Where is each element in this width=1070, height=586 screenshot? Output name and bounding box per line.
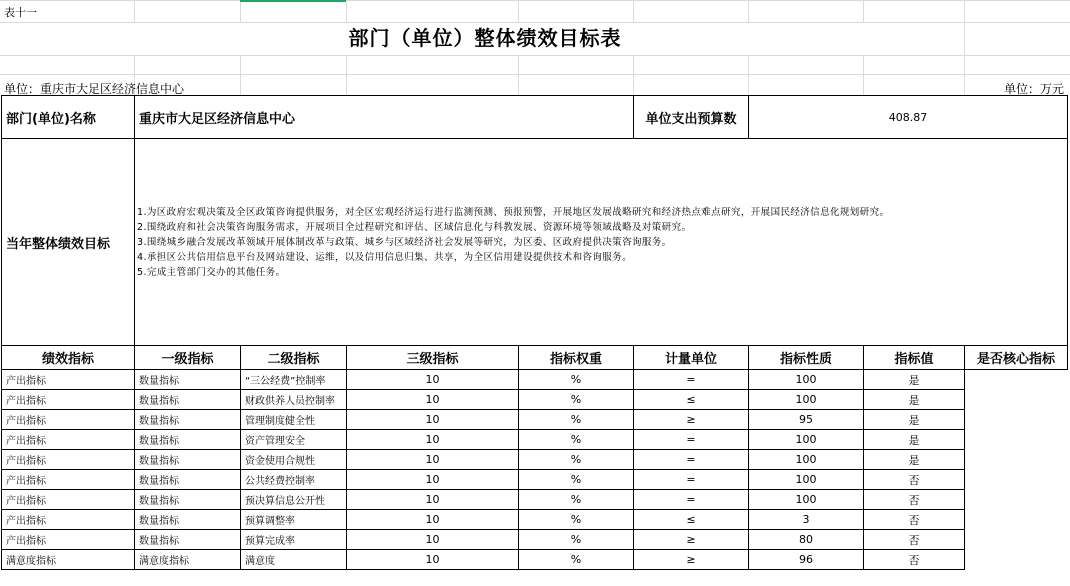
grid-line <box>346 0 347 22</box>
table-cell[interactable]: 公共经费控制率 <box>241 470 347 490</box>
perf-label[interactable]: 绩效指标 <box>2 346 135 370</box>
table-cell[interactable]: 财政供养人员控制率 <box>241 390 347 410</box>
table-cell[interactable]: 96 <box>749 550 864 570</box>
table-cell[interactable]: % <box>519 370 634 390</box>
table-cell[interactable]: 产出指标 <box>2 370 135 390</box>
table-cell[interactable]: ≤ <box>634 390 749 410</box>
grid-line <box>240 55 241 95</box>
table-cell[interactable]: 数量指标 <box>135 470 241 490</box>
table-cell[interactable]: ≥ <box>634 530 749 550</box>
column-header[interactable]: 指标权重 <box>519 346 634 370</box>
table-row <box>2 390 1068 410</box>
table-cell[interactable]: 数量指标 <box>135 530 241 550</box>
grid-line <box>134 0 135 22</box>
table-cell[interactable]: 数量指标 <box>135 370 241 390</box>
goal-label[interactable]: 当年整体绩效目标 <box>2 139 135 346</box>
grid-line <box>0 0 1070 1</box>
table-cell[interactable]: 数量指标 <box>135 450 241 470</box>
table-cell[interactable]: ≤ <box>634 510 749 530</box>
table-cell[interactable]: = <box>634 370 749 390</box>
table-cell[interactable]: 满意度 <box>241 550 347 570</box>
table-cell[interactable]: 资金使用合规性 <box>241 450 347 470</box>
table-cell[interactable]: = <box>634 470 749 490</box>
column-header[interactable]: 是否核心指标 <box>965 346 1068 370</box>
table-cell[interactable]: 预决算信息公开性 <box>241 490 347 510</box>
table-cell[interactable]: 是 <box>864 450 965 470</box>
dept-label[interactable]: 部门(单位)名称 <box>2 96 135 139</box>
sheet-label: 表十一 <box>4 6 37 19</box>
table-cell[interactable]: 3 <box>749 510 864 530</box>
table-cell[interactable]: 否 <box>864 530 965 550</box>
table-cell[interactable]: 否 <box>864 470 965 490</box>
table-cell[interactable]: 10 <box>347 450 519 470</box>
goal-row <box>2 139 1068 346</box>
page-title: 部门（单位）整体绩效目标表 <box>348 26 622 50</box>
table-cell[interactable]: 95 <box>749 410 864 430</box>
table-cell[interactable]: 数量指标 <box>135 410 241 430</box>
table-cell[interactable]: % <box>519 410 634 430</box>
table-cell[interactable]: 管理制度健全性 <box>241 410 347 430</box>
table-cell[interactable]: 10 <box>347 510 519 530</box>
table-cell[interactable]: ≥ <box>634 410 749 430</box>
table-cell[interactable]: 10 <box>347 370 519 390</box>
table-cell[interactable]: 10 <box>347 410 519 430</box>
column-header[interactable]: 三级指标 <box>347 346 519 370</box>
table-cell[interactable]: 产出指标 <box>2 470 135 490</box>
table-cell[interactable]: 是 <box>864 430 965 450</box>
table-cell[interactable]: % <box>519 430 634 450</box>
table-cell[interactable]: 产出指标 <box>2 490 135 510</box>
column-header[interactable]: 一级指标 <box>135 346 241 370</box>
budget-value[interactable]: 408.87 <box>749 96 1068 139</box>
goal-line: 3.围绕城乡融合发展改革领域开展体制改革与政策、城乡与区域经济社会发展等研究，为区委、区政府提供决策咨询服务。 <box>137 236 672 248</box>
selected-cell-indicator <box>240 0 346 2</box>
table-cell[interactable]: 否 <box>864 490 965 510</box>
table-cell[interactable]: 预算完成率 <box>241 530 347 550</box>
table-cell[interactable]: 产出指标 <box>2 450 135 470</box>
table-row <box>2 450 1068 470</box>
grid-line <box>0 74 1070 75</box>
grid-line <box>863 55 864 95</box>
table-cell[interactable]: 数量指标 <box>135 430 241 450</box>
table-cell[interactable]: % <box>519 550 634 570</box>
table-row <box>2 370 1068 390</box>
table-cell[interactable]: 数量指标 <box>135 510 241 530</box>
table-cell[interactable]: “三公经费”控制率 <box>241 370 347 390</box>
table-row <box>2 510 1068 530</box>
table-cell[interactable]: 10 <box>347 430 519 450</box>
table-cell[interactable]: 100 <box>749 490 864 510</box>
table-cell[interactable]: 否 <box>864 510 965 530</box>
table-cell[interactable]: = <box>634 430 749 450</box>
table-row <box>2 470 1068 490</box>
table-cell[interactable]: 产出指标 <box>2 510 135 530</box>
goal-line: 1.为区政府宏观决策及全区政策咨询提供服务，对全区宏观经济运行进行监测预测、预报预警，开展地区发展战略研究和经济热点难点研究，开展国民经济信息化规划研究。 <box>137 206 890 218</box>
column-header-row <box>2 346 1068 370</box>
table-cell[interactable]: 10 <box>347 470 519 490</box>
table-cell[interactable]: = <box>634 490 749 510</box>
table-cell[interactable]: = <box>634 450 749 470</box>
grid-line <box>633 0 634 22</box>
table-cell[interactable]: 产出指标 <box>2 410 135 430</box>
table-row <box>2 550 1068 570</box>
grid-line <box>346 55 347 95</box>
table-cell[interactable]: 是 <box>864 390 965 410</box>
currency-unit: 单位：万元 <box>1003 82 1064 96</box>
column-header[interactable]: 指标性质 <box>749 346 864 370</box>
table-cell[interactable]: 产出指标 <box>2 430 135 450</box>
table-cell[interactable]: 10 <box>347 490 519 510</box>
column-header[interactable]: 二级指标 <box>241 346 347 370</box>
table-cell[interactable]: 预算调整率 <box>241 510 347 530</box>
grid-line <box>633 55 634 95</box>
table-cell[interactable]: 100 <box>749 470 864 490</box>
table-cell[interactable]: 产出指标 <box>2 530 135 550</box>
dept-name[interactable]: 重庆市大足区经济信息中心 <box>135 96 634 139</box>
grid-line <box>748 55 749 95</box>
table-cell[interactable]: ≥ <box>634 550 749 570</box>
goal-line: 5.完成主管部门交办的其他任务。 <box>137 266 286 278</box>
table-row <box>2 430 1068 450</box>
table-cell[interactable]: 资产管理安全 <box>241 430 347 450</box>
table-cell[interactable]: % <box>519 470 634 490</box>
grid-line <box>518 55 519 95</box>
goal-line: 4.承担区公共信用信息平台及网站建设、运维，以及信用信息归集、共享，为全区信用建设提供技术和咨询服务。 <box>137 251 632 263</box>
unit-name: 单位：重庆市大足区经济信息中心 <box>4 82 185 96</box>
table-cell[interactable]: 满意度指标 <box>135 550 241 570</box>
table-cell[interactable]: 10 <box>347 530 519 550</box>
column-header[interactable]: 计量单位 <box>634 346 749 370</box>
table-cell[interactable]: % <box>519 490 634 510</box>
table-cell[interactable]: 数量指标 <box>135 390 241 410</box>
goal-content[interactable] <box>135 139 1068 346</box>
table-cell[interactable]: 数量指标 <box>135 490 241 510</box>
column-header[interactable]: 指标值 <box>864 346 965 370</box>
budget-label[interactable]: 单位支出预算数 <box>634 96 749 139</box>
dept-row <box>2 96 1068 139</box>
table-cell[interactable]: 10 <box>347 390 519 410</box>
table-row <box>2 410 1068 430</box>
table-cell[interactable]: 100 <box>749 370 864 390</box>
table-cell[interactable]: 是 <box>864 370 965 390</box>
performance-table <box>1 95 1068 570</box>
table-cell[interactable]: 100 <box>749 390 864 410</box>
grid-line <box>518 0 519 22</box>
table-cell[interactable]: % <box>519 390 634 410</box>
grid-line <box>240 0 241 22</box>
table-cell[interactable]: 产出指标 <box>2 390 135 410</box>
grid-line <box>748 0 749 22</box>
table-cell[interactable]: 否 <box>864 550 965 570</box>
table-cell[interactable]: 是 <box>864 410 965 430</box>
table-cell[interactable]: 满意度指标 <box>2 550 135 570</box>
table-row <box>2 490 1068 510</box>
table-row <box>2 530 1068 550</box>
table-cell[interactable]: 100 <box>749 450 864 470</box>
grid-line <box>0 55 1070 56</box>
table-cell[interactable]: % <box>519 450 634 470</box>
goal-line: 2.围绕政府和社会决策咨询服务需求，开展项目全过程研究和评估、区域信息化与科教发展、资源环境等领域战略及对策研究。 <box>137 221 692 233</box>
table-cell[interactable]: % <box>519 510 634 530</box>
table-cell[interactable]: 80 <box>749 530 864 550</box>
table-cell[interactable]: % <box>519 530 634 550</box>
table-cell[interactable]: 10 <box>347 550 519 570</box>
table-cell[interactable]: 100 <box>749 430 864 450</box>
grid-line <box>863 0 864 22</box>
